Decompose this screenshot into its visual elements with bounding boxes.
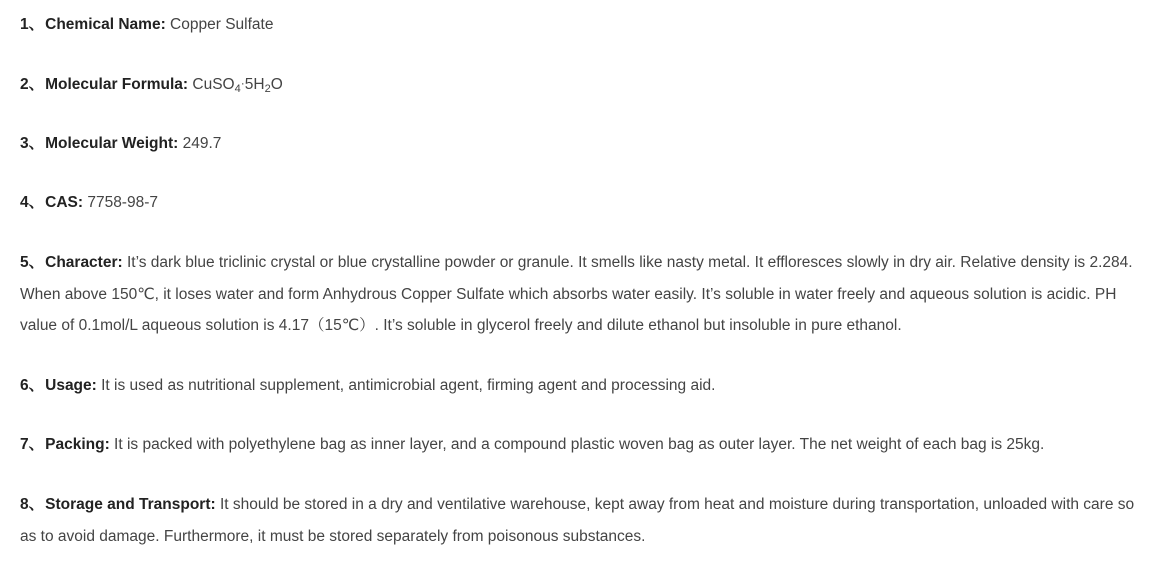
item-value: It should be stored in a dry and ventilative warehouse, kept away from heat and moisture during transportation, unloaded with care so as to avoid damage. Furthermore, it must be stored separately from poisonous substances. — [20, 496, 1135, 545]
spec-packing — [20, 429, 1138, 461]
spec-usage — [20, 370, 1138, 402]
item-value: It’s dark blue triclinic crystal or blue crystalline powder or granule. It smells like nasty metal. It effloresces slowly in dry air. Relative density is 2.284. When above 150℃, it loses water and form Anhydrous Copper Sulfate which absorbs water easily. It’s soluble in water freely and aqueous solution is acidic. PH value of 0.1mol/L aqueous solution is 4.17（15℃）. It’s soluble in glycerol freely and dilute ethanol but insoluble in pure ethanol. — [20, 254, 1133, 334]
item-label: Packing: — [45, 436, 110, 453]
item-number: 1、 — [20, 16, 45, 33]
item-label: Character: — [45, 254, 123, 271]
item-value: It is packed with polyethylene bag as inner layer, and a compound plastic woven bag as outer layer. The net weight of each bag is 25kg. — [114, 436, 1045, 453]
spec-chemical-name — [20, 9, 1138, 41]
spec-character — [20, 247, 1138, 342]
item-value: It is used as nutritional supplement, antimicrobial agent, firming agent and processing aid. — [101, 377, 716, 394]
spec-storage-transport — [20, 489, 1138, 552]
item-number: 4、 — [20, 194, 45, 211]
item-label: Storage and Transport: — [45, 496, 216, 513]
item-number: 7、 — [20, 436, 45, 453]
item-label: Molecular Formula: — [45, 76, 189, 93]
item-label: Usage: — [45, 377, 97, 394]
spec-molecular-formula — [20, 68, 1138, 101]
item-number: 2、 — [20, 76, 45, 93]
item-value: 7758-98-7 — [87, 194, 158, 211]
item-label: Molecular Weight: — [45, 135, 179, 152]
item-value: 249.7 — [182, 135, 222, 152]
item-number: 6、 — [20, 377, 45, 394]
item-value: Copper Sulfate — [170, 16, 274, 33]
item-label: Chemical Name: — [45, 16, 166, 33]
spec-cas — [20, 187, 1138, 219]
spec-molecular-weight — [20, 128, 1138, 160]
molecular-formula-value: $CuSO_4\cdot 5H_2O$ — [192, 76, 283, 95]
item-number: 5、 — [20, 254, 45, 271]
item-number: 3、 — [20, 135, 45, 152]
item-number: 8、 — [20, 496, 45, 513]
item-label: CAS: — [45, 194, 84, 211]
